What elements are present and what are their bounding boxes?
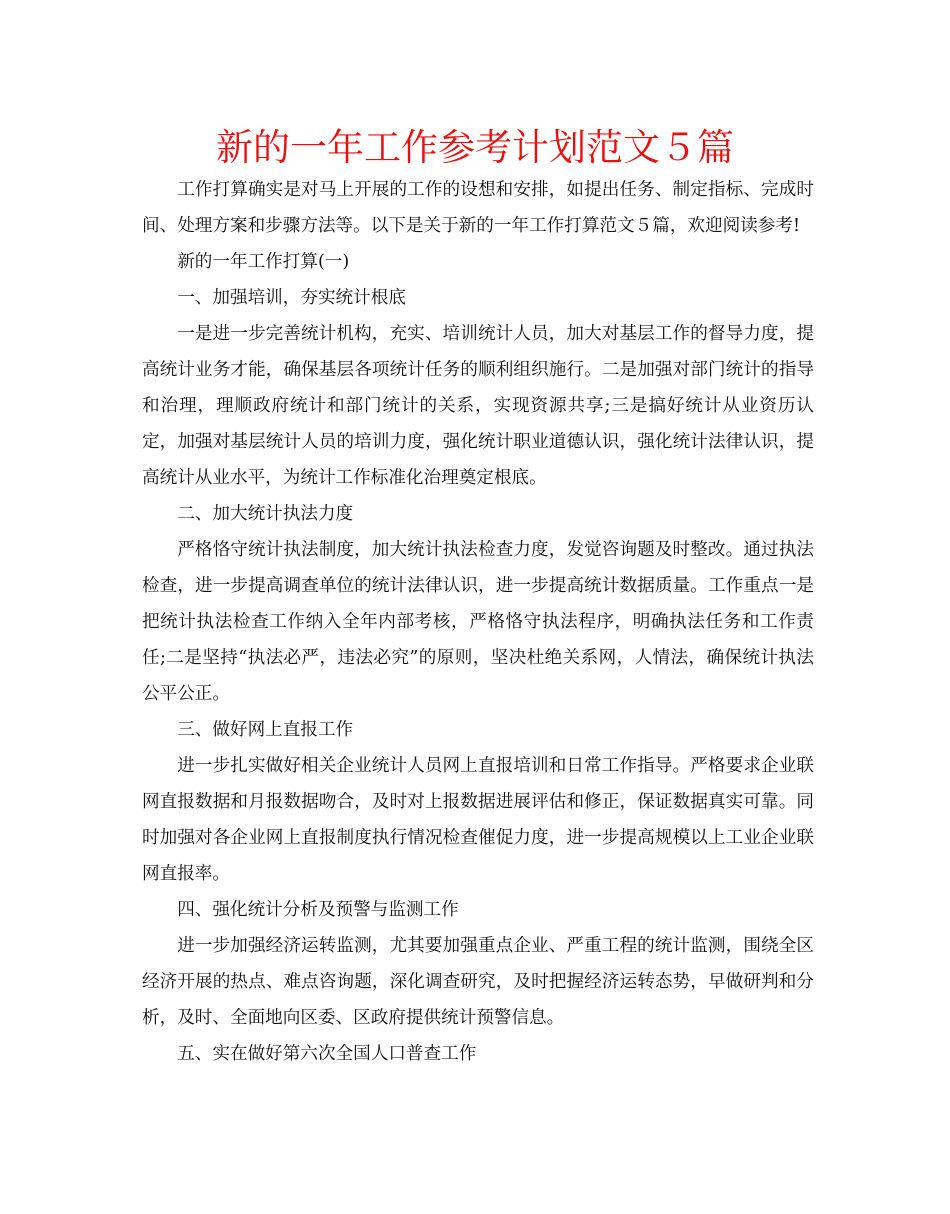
section-heading-2: 二、加大统计执法力度	[177, 504, 354, 524]
section-paragraph-3: 进一步扎实做好相关企业统计人员网上直报培训和日常工作指导。严格要求企业联网直报数据和月报数据吻合，及时对上报数据进展评估和修正，保证数据真实可靠。同时加强对各企业网上直报制度执行情况检查催促力度，进一步提高规模以上工业企业联网直报率。	[142, 756, 814, 884]
section-heading-4: 四、强化统计分析及预警与监测工作	[177, 900, 459, 920]
document-body	[142, 172, 814, 1072]
section-paragraph-1: 一是进一步完善统计机构，充实、培训统计人员，加大对基层工作的督导力度，提高统计业务才能，确保基层各项统计任务的顺利组织施行。二是加强对部门统计的指导和治理，理顺政府统计和部门统计的关系，实现资源共享;三是搞好统计从业资历认定，加强对基层统计人员的培训力度，强化统计职业道德认识，强化统计法律认识，提高统计从业水平，为统计工作标准化治理奠定根底。	[142, 324, 814, 488]
section-heading-5: 五、实在做好第六次全国人口普查工作	[177, 1044, 477, 1064]
intro-paragraph: 工作打算确实是对马上开展的工作的设想和安排，如提出任务、制定指标、完成时间、处理方案和步骤方法等。以下是关于新的一年工作打算范文５篇，欢迎阅读参考!	[142, 180, 814, 236]
section-heading-1: 一、加强培训，夯实统计根底	[177, 288, 406, 308]
section-paragraph-2: 严格恪守统计执法制度，加大统计执法检查力度，发觉咨询题及时整改。通过执法检查，进一步提高调查单位的统计法律认识，进一步提高统计数据质量。工作重点一是把统计执法检查工作纳入全年内部考核，严格恪守执法程序，明确执法任务和工作责任;二是坚持“执法必严，违法必究”的原则，坚决杜绝关系网，人情法，确保统计执法公平公正。	[142, 540, 814, 704]
section-heading-3: 三、做好网上直报工作	[177, 720, 354, 740]
section-paragraph-4: 进一步加强经济运转监测，尤其要加强重点企业、严重工程的统计监测，围绕全区经济开展的热点、难点咨询题，深化调查研究，及时把握经济运转态势，早做研判和分析，及时、全面地向区委、区政府提供统计预警信息。	[142, 936, 814, 1028]
plan-heading-1: 新的一年工作打算(一)	[177, 252, 350, 272]
document-title: 新的一年工作参考计划范文５篇	[216, 126, 734, 169]
